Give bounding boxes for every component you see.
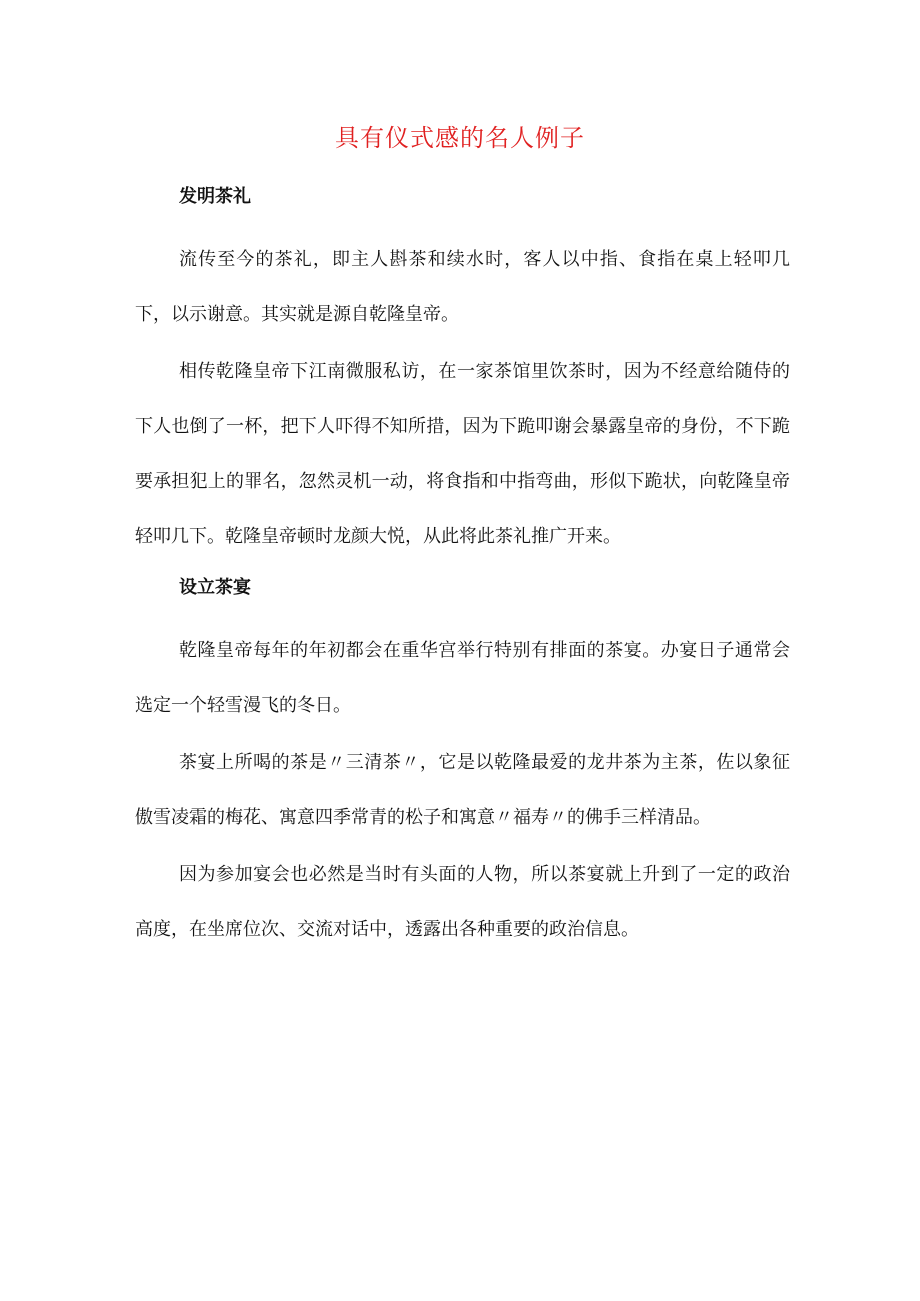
- document-body: [135, 177, 790, 959]
- page-title: 具有仪式感的名人例子: [335, 124, 585, 152]
- paragraph: 乾隆皇帝每年的年初都会在重华宫举行特别有排面的茶宴。办宴日子通常会选定一个轻雪漫飞的冬日。: [135, 640, 790, 716]
- paragraph: 流传至今的茶礼，即主人斟茶和续水时，客人以中指、食指在桌上轻叩几下，以示谢意。其实就是源自乾隆皇帝。: [135, 249, 790, 325]
- section-heading-tea-etiquette: 发明茶礼: [179, 186, 251, 207]
- paragraph: 因为参加宴会也必然是当时有头面的人物，所以茶宴就上升到了一定的政治高度，在坐席位次、交流对话中，透露出各种重要的政治信息。: [135, 864, 790, 940]
- paragraph: 茶宴上所喝的茶是〃三清茶〃，它是以乾隆最爱的龙井茶为主茶，佐以象征傲雪凌霜的梅花、寓意四季常青的松子和寓意〃福寿〃的佛手三样清品。: [135, 752, 790, 828]
- paragraph: 相传乾隆皇帝下江南微服私访，在一家茶馆里饮茶时，因为不经意给随侍的下人也倒了一杯，把下人吓得不知所措，因为下跪叩谢会暴露皇帝的身份，不下跪要承担犯上的罪名，忽然灵机一动，将食指和中指弯曲，形似下跪状，向乾隆皇帝轻叩几下。乾隆皇帝顿时龙颜大悦，从此将此茶礼推广开来。: [135, 361, 790, 547]
- section-heading-tea-banquet: 设立茶宴: [179, 577, 251, 598]
